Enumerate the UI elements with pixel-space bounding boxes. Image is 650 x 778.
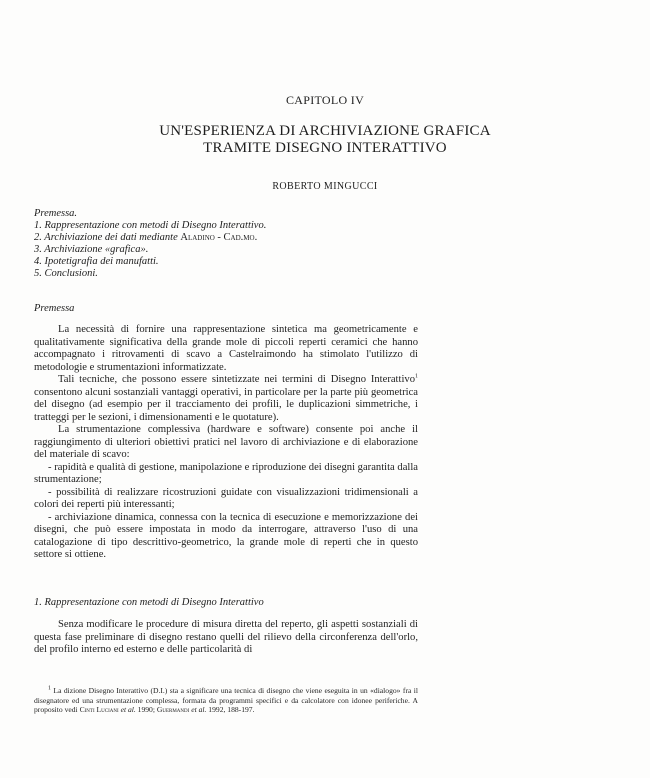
footnote-number: 1 [48, 685, 51, 692]
citation-year: 1990; [135, 705, 157, 715]
toc-item-2 [34, 232, 266, 244]
paragraph-text: consentono alcuni sostanziali vantaggi operativi, in particolare per la parte più geometrica del disegno (ad esempio per il tracciamento dei profili, le duplicazioni simmetriche, i tratteggi per le sezioni, i dimensionamenti e le quotature). [34, 386, 418, 423]
citation-author: Cinti Luciani [79, 705, 119, 715]
author-name: ROBERTO MINGUCCI [272, 181, 378, 192]
section-heading-1: 1. Rappresentazione con metodi di Disegno Interattivo [34, 597, 264, 608]
toc-item-4: 4. Ipotetigrafia dei manufatti. [34, 256, 159, 267]
footnote-body: La dizione Disegno Interattivo (D.I.) sta a significare una tecnica di disegno che viene eseguita in un «dialogo» fra il disegnatore ed una strumentazione complessa, formata da programmi specifici e da calcolatore con idonee periferiche. A proposito vedi [34, 686, 418, 715]
citation-etal: et al. [118, 705, 136, 715]
list-item: - archiviazione dinamica, connessa con la tecnica di esecuzione e memorizzazione dei disegni, che può essere impostata in modo da interrogare, attraverso l'uso di una catalogazione di tipo descrittivo-geometrico, la grande mole di reperti che in questo settore si ottiene. [34, 511, 418, 560]
table-of-contents [34, 208, 266, 280]
citation-author: Guermandi [156, 705, 190, 715]
toc-item-premessa: Premessa. [34, 208, 78, 219]
chapter-title [0, 123, 650, 157]
paragraph [34, 374, 418, 424]
section1-body [34, 619, 418, 657]
footnote [34, 686, 418, 715]
paragraph-text: Tali tecniche, che possono essere sintetizzate nei termini di Disegno Interattivo [58, 374, 415, 385]
toc-item-2-text: 2. Archiviazione dei dati mediante [34, 232, 181, 243]
list-item: - possibilità di realizzare ricostruzioni guidate con visualizzazioni tridimensionali a colori dei reperti più interessanti; [34, 486, 418, 510]
paragraph: Senza modificare le procedure di misura diretta del reperto, gli aspetti sostanziali di questa fase preliminare di disegno restano quelli del rilievo della circonferenza dell'orlo, del profilo interno ed esterno e delle particolarità di [34, 619, 418, 655]
toc-item-5: 5. Conclusioni. [34, 268, 98, 279]
paragraph: La strumentazione complessiva (hardware e software) consente poi anche il raggiungimento di ulteriori obiettivi pratici nel lavoro di archiviazione e di elaborazione del materiale di scavo: [34, 424, 418, 460]
list-item: - rapidità e qualità di gestione, manipolazione e riproduzione dei disegni garantita dalla strumentazione; [34, 461, 418, 485]
paragraph: La necessità di fornire una rappresentazione sintetica ma geometricamente e qualitativamente significativa della grande mole di piccoli reperti ceramici che hanno accompagnato i ritrovamenti di scavo a Castelraimondo ha stimolato l'utilizzo di metodologie e strumentazioni informatizzate. [34, 324, 418, 373]
toc-item-2-software-name: Aladino - Cad.mo. [180, 232, 258, 243]
footnote-text [34, 686, 418, 715]
citation-etal: et al. [189, 705, 207, 715]
footnote-ref: 1 [415, 373, 418, 380]
citation-year: 1992, 188-197. [206, 705, 255, 715]
premessa-body [34, 324, 418, 562]
toc-item-3: 3. Archiviazione «grafica». [34, 244, 149, 255]
chapter-label: CAPITOLO IV [285, 93, 365, 107]
chapter-title-line2: TRAMITE DISEGNO INTERATTIVO [203, 140, 447, 156]
chapter-title-line1: UN'ESPERIENZA DI ARCHIVIAZIONE GRAFICA [159, 123, 491, 139]
toc-item-1: 1. Rappresentazione con metodi di Disegno Interattivo. [34, 220, 267, 231]
section-heading-premessa: Premessa [34, 303, 75, 314]
